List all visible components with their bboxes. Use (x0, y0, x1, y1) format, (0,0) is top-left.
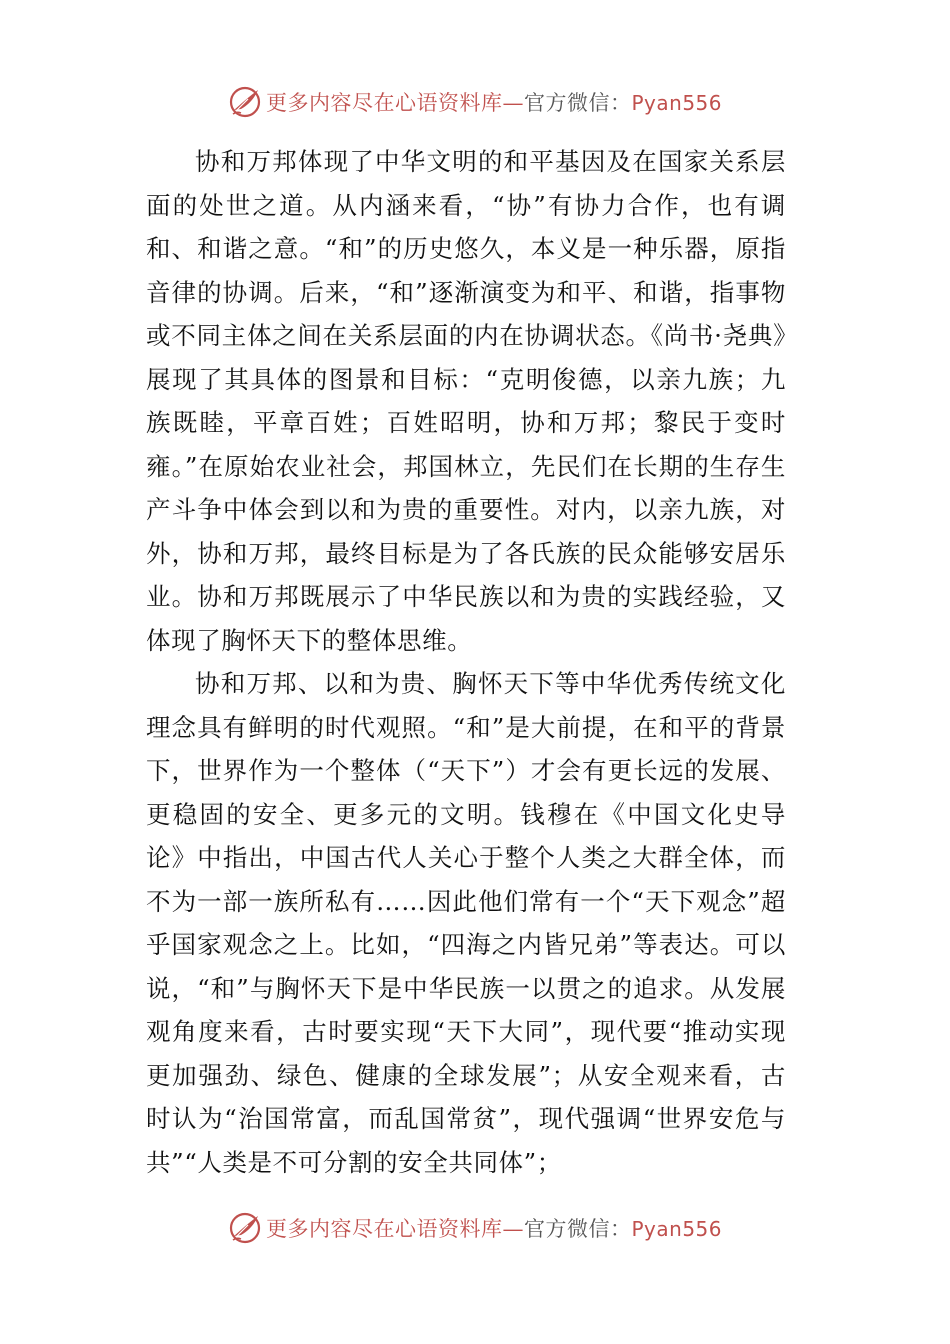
watermark-site: 更多内容尽在心语资料库 (265, 91, 503, 115)
document-body (146, 140, 786, 1184)
watermark-dash: — (502, 91, 524, 115)
quill-logo-icon (228, 1211, 262, 1245)
paragraph-2: 协和万邦、以和为贵、胸怀天下等中华优秀传统文化理念具有鲜明的时代观照。“和”是大前提，在和平的背景下，世界作为一个整体（“天下”）才会有更长远的发展、更稳固的安全、更多元的文明。钱穆在《中国文化史导论》中指出，中国古代人关心于整个人类之大群全体，而不为一部一族所私有……因此他们常有一个“天下观念”超乎国家观念之上。比如，“四海之内皆兄弟”等表达。可以说，“和”与胸怀天下是中华民族一以贯之的追求。从发展观角度来看，古时要实现“天下大同”，现代要“推动实现更加强劲、绿色、健康的全球发展”；从安全观来看，古时认为“治国常富，而乱国常贫”，现代强调“世界安危与共”“人类是不可分割的安全共同体”； (146, 669, 786, 1177)
quill-logo-icon (228, 85, 262, 119)
watermark-site: 更多内容尽在心语资料库 (265, 1217, 503, 1241)
watermark-label: 官方微信： (523, 1217, 632, 1241)
watermark-label: 官方微信： (523, 91, 632, 115)
watermark-wechat-id: Pyan556 (631, 1217, 722, 1241)
footer-watermark (0, 1208, 950, 1248)
watermark-wechat-id: Pyan556 (631, 91, 722, 115)
header-watermark (0, 82, 950, 122)
paragraph-1: 协和万邦体现了中华文明的和平基因及在国家关系层面的处世之道。从内涵来看，“协”有协力合作，也有调和、和谐之意。“和”的历史悠久，本义是一种乐器，原指音律的协调。后来，“和”逐渐演变为和平、和谐，指事物或不同主体之间在关系层面的内在协调状态。《尚书·尧典》展现了其具体的图景和目标：“克明俊德，以亲九族；九族既睦，平章百姓；百姓昭明，协和万邦；黎民于变时雍。”在原始农业社会，邦国林立，先民们在长期的生存生产斗争中体会到以和为贵的重要性。对内，以亲九族，对外，协和万邦，最终目标是为了各氏族的民众能够安居乐业。协和万邦既展示了中华民族以和为贵的实践经验，又体现了胸怀天下的整体思维。 (146, 147, 786, 655)
watermark-dash: — (502, 1217, 524, 1241)
